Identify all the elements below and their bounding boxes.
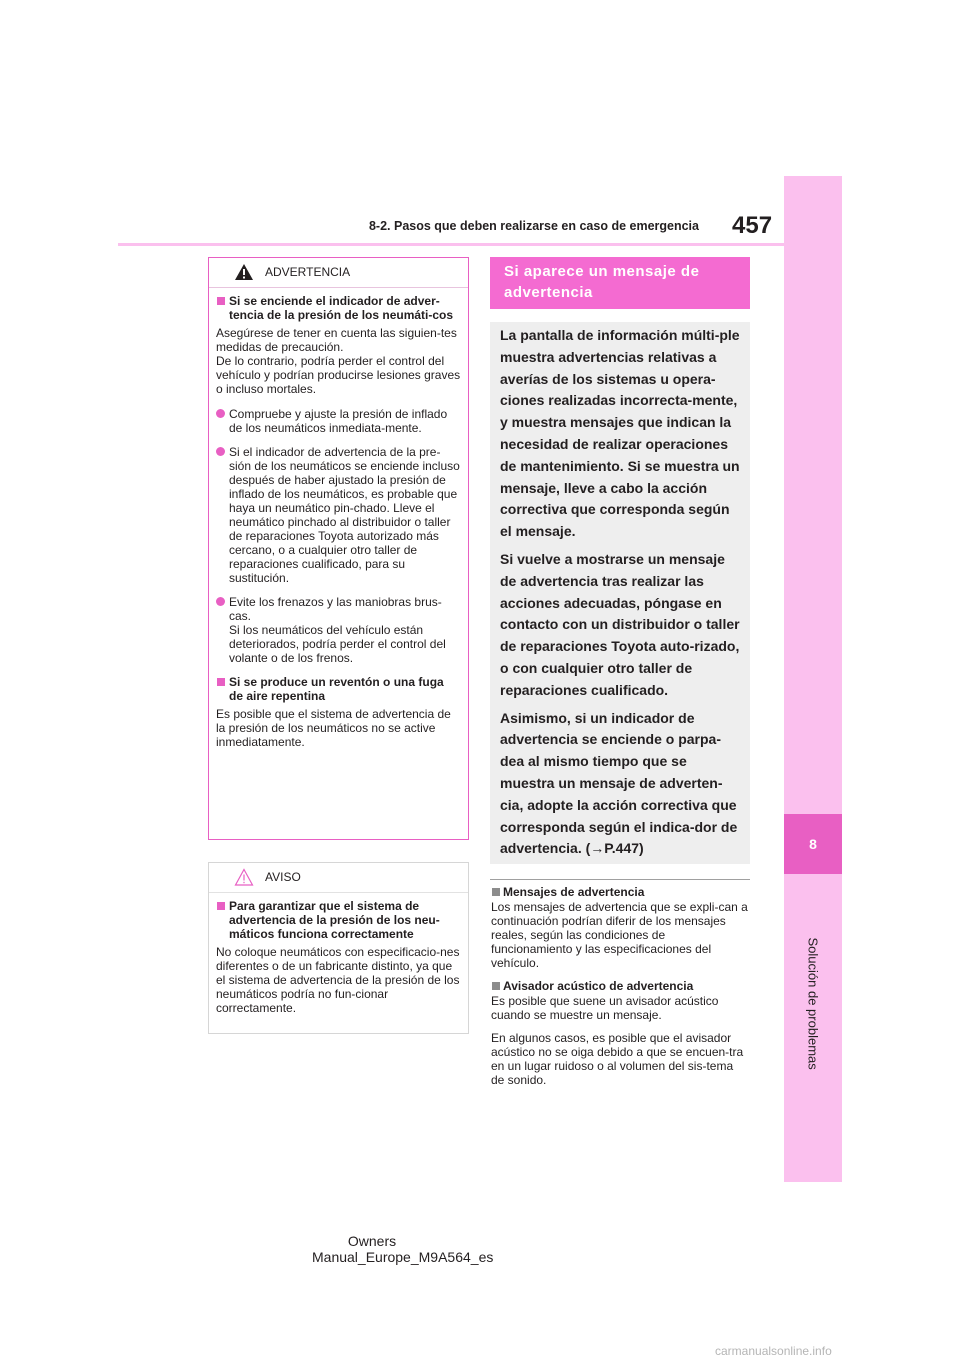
warning-box-body [209, 288, 468, 749]
notice-para: No coloque neumáticos con especificacio-nes diferentes o de un fabricante distinto, ya que el sistema de advertencia de la presión de los neumáticos podría no fun-cionar correctamente. [216, 945, 460, 1015]
chapter-label: Solución de problemas [805, 937, 821, 1070]
warning-heading-indicator: Si se enciende el indicador de adver-tencia de la presión de los neumáti-cos [216, 294, 461, 322]
right-column-rule [490, 879, 750, 880]
warning-triangle-icon [234, 263, 254, 281]
watermark: carmanualsonline.info [715, 1344, 832, 1358]
warning-box [208, 257, 469, 840]
warning-bullet-check-pressure: Compruebe y ajuste la presión de inflado de los neumáticos inmediata-mente. [216, 407, 461, 435]
summary-para-1: La pantalla de información múlti-ple muestra advertencias relativas a averías de los sistemas u opera-ciones realizadas incorrecta-mente, y muestra mensajes que indican la necesidad de realizar operaciones de mantenimiento. Si se muestra un mensaje, lleve a cabo la acción correctiva que corresponda según el mensaje. [500, 327, 740, 540]
chapter-number: 8 [784, 814, 842, 874]
summary-para-2: Si vuelve a mostrarse un mensaje de advertencia tras realizar las acciones adecuadas, póngase en contacto con un distribuidor o taller de reparaciones Toyota auto-rizado, o con cualquier otro taller de reparaciones cualificado. [500, 550, 740, 698]
notice-box-header [209, 863, 468, 893]
warning-bullet-avoid-braking-line1: Evite los frenazos y las maniobras brus-cas. [229, 595, 442, 623]
notice-box [208, 862, 469, 1034]
warning-box-header [209, 258, 468, 288]
warning-box-title: ADVERTENCIA [265, 265, 351, 279]
footer-text: Owners Manual_Europe_M9A564_es [312, 1233, 494, 1265]
warning-para-precautions: Asegúrese de tener en cuenta las siguien-tes medidas de precaución. [216, 326, 457, 354]
warning-heading-blowout: Si se produce un reventón o una fuga de aire repentina [216, 675, 461, 703]
warning-para-consequence: De lo contrario, podría perder el control del vehículo y podrían producirse lesiones graves o incluso mortales. [216, 354, 461, 396]
caution-triangle-icon [234, 868, 254, 886]
warning-para-blowout: Es posible que el sistema de advertencia de la presión de los neumáticos no se active inmediatamente. [216, 707, 451, 749]
para-warning-buzzer: Es posible que suene un avisador acústico cuando se muestre un mensaje. [491, 994, 719, 1022]
warning-bullet-avoid-braking-line2: Si los neumáticos del vehículo están deteriorados, podría perder el control del volante o de los frenos. [229, 623, 446, 665]
notice-box-body [209, 893, 468, 1015]
summary-box [490, 322, 750, 864]
header-rule [118, 243, 784, 246]
section-title: 8-2. Pasos que deben realizarse en caso de emergencia [368, 219, 699, 233]
para-warning-messages: Los mensajes de advertencia que se expli-can a continuación podrían diferir de los mensajes reales, según las condiciones de funcionamiento y las especificaciones del vehículo. [491, 900, 748, 970]
page-number: 457 [732, 212, 773, 239]
notice-heading: Para garantizar que el sistema de advertencia de la presión de los neu-máticos funciona correctamente [216, 899, 461, 941]
notice-box-title: AVISO [265, 870, 301, 884]
heading-warning-buzzer: Avisador acústico de advertencia [491, 979, 749, 993]
warning-bullet-avoid-braking [216, 595, 461, 665]
warning-bullet-flat-tire: Si el indicador de advertencia de la pre-sión de los neumáticos se enciende incluso después de haber ajustado la presión de inflado de los neumáticos, es probable que haya un neumático pin-chado. Lleve el neumático pinchado al distribuidor o taller de reparaciones Toyota autorizado más cercano, o a cualquier otro taller de reparaciones cualificado, para su sustitución. [216, 445, 461, 585]
section-banner: Si aparece un mensaje de advertencia [490, 257, 750, 309]
summary-para-3: Asimismo, si un indicador de advertencia se enciende o parpa-dea al mismo tiempo que se muestra un mensaje de adverten-cia, adopte la acción correctiva que corresponda según el indica-dor de advertencia. (→P.447) [500, 709, 738, 857]
right-column-text [491, 885, 749, 1096]
para-buzzer-inaudible: En algunos casos, es posible que el avisador acústico no se oiga debido a que se encuen-tra en un lugar ruidoso o al volumen del sis-tema de sonido. [491, 1031, 744, 1087]
heading-warning-messages: Mensajes de advertencia [491, 885, 749, 899]
